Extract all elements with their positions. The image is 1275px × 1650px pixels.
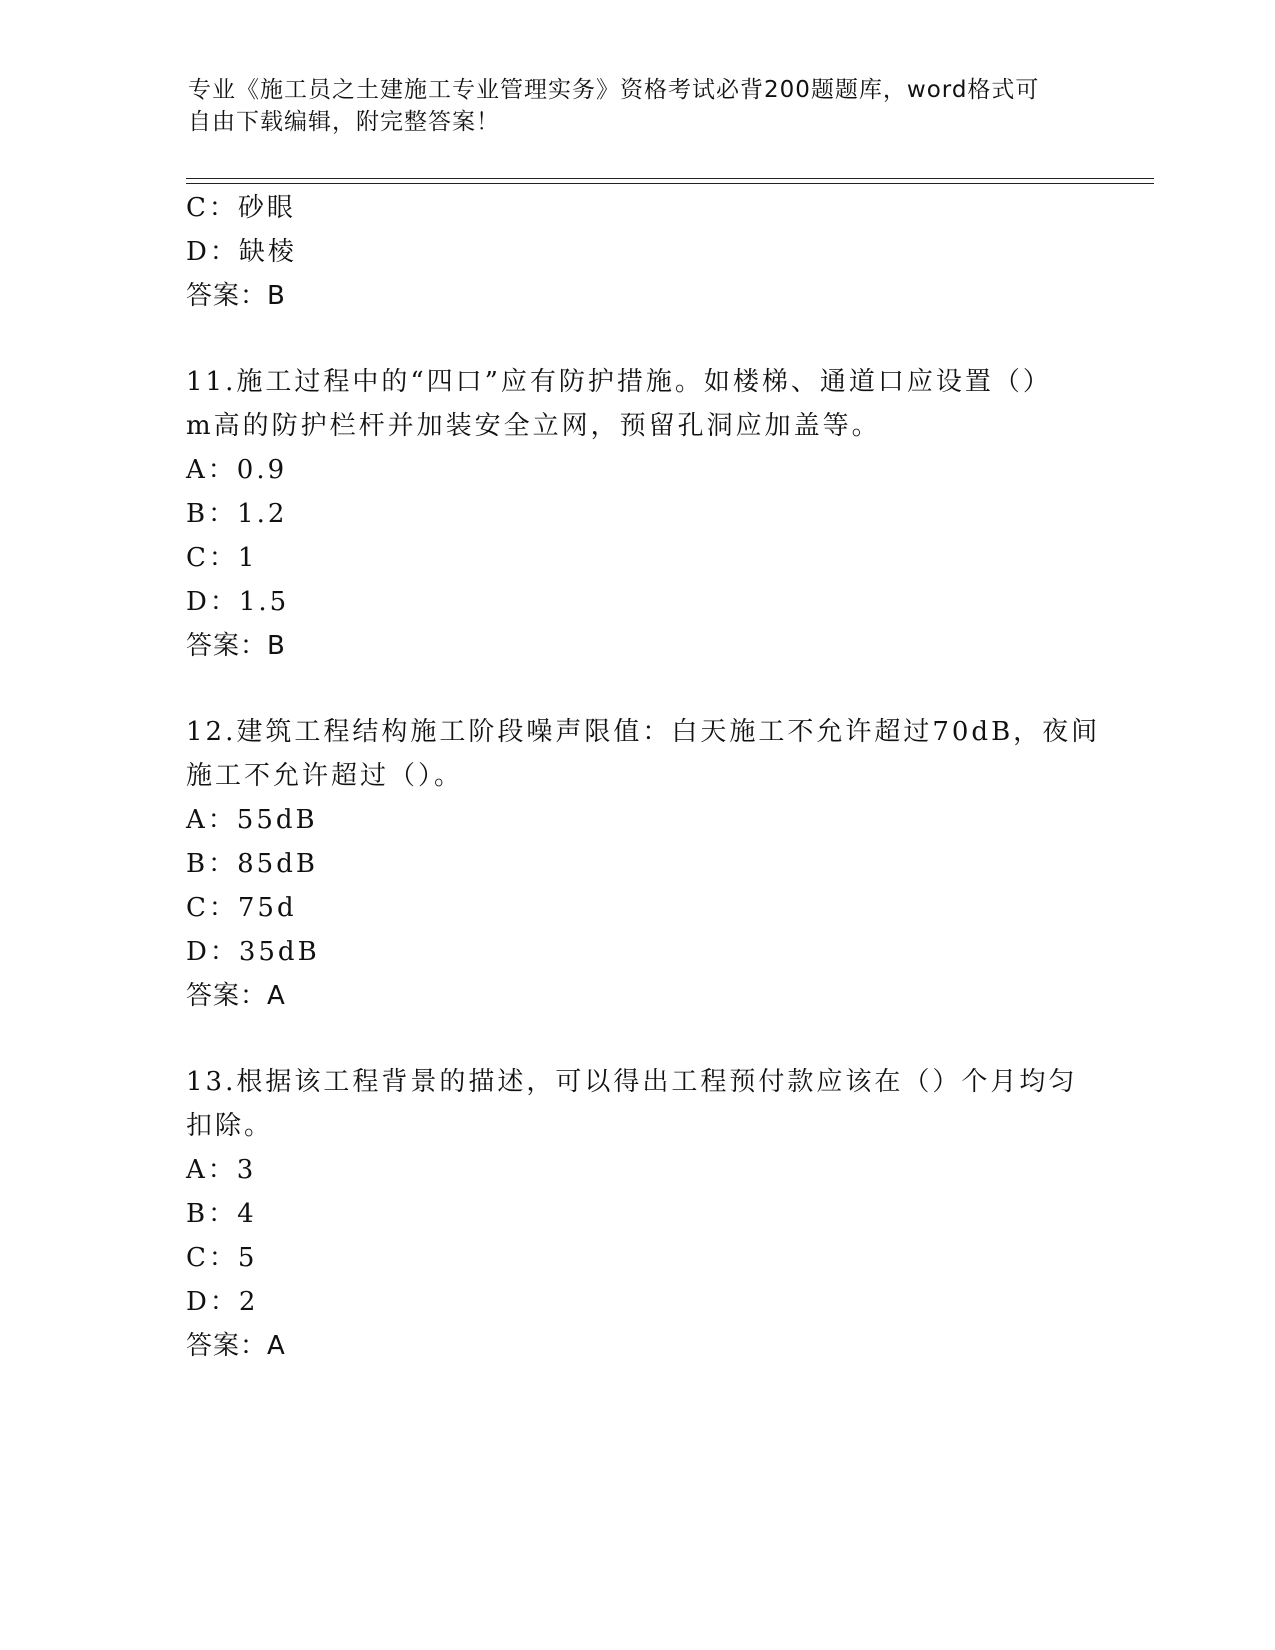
header-line-1: 专业《施工员之土建施工专业管理实务》资格考试必背200题题库，word格式可 — [188, 77, 1040, 103]
q12-option-b: B：85dB — [186, 849, 318, 879]
q11-answer: 答案：B — [186, 631, 286, 661]
q11-option-d: D：1.5 — [186, 587, 290, 617]
q13-option-b: B：4 — [186, 1199, 257, 1229]
q10-option-c: C：砂眼 — [186, 193, 296, 223]
q11-stem-line-2: m高的防护栏杆并加装安全立网，预留孔洞应加盖等。 — [186, 411, 881, 441]
q13-option-d: D：2 — [186, 1287, 259, 1317]
q13-option-c: C：5 — [186, 1243, 258, 1273]
q10-answer: 答案：B — [186, 281, 286, 311]
header-line-2: 自由下载编辑，附完整答案！ — [188, 109, 500, 135]
q12-option-c: C：75d — [186, 893, 297, 923]
header-divider-top — [186, 178, 1154, 179]
q11-stem-line-1: 11.施工过程中的“四口”应有防护措施。如楼梯、通道口应设置（） — [186, 367, 1052, 397]
header-divider-bottom — [186, 183, 1154, 184]
document-header — [188, 74, 1088, 138]
q11-option-a: A：0.9 — [186, 455, 288, 485]
q12-option-d: D：35dB — [186, 937, 320, 967]
q12-stem-line-1: 12.建筑工程结构施工阶段噪声限值：白天施工不允许超过70dB，夜间 — [186, 717, 1101, 747]
q11-option-c: C：1 — [186, 543, 258, 573]
q10-option-d: D：缺棱 — [186, 237, 297, 267]
q13-stem-line-1: 13.根据该工程背景的描述，可以得出工程预付款应该在（）个月均匀 — [186, 1067, 1078, 1097]
q11-option-b: B：1.2 — [186, 499, 288, 529]
q12-stem-line-2: 施工不允许超过（）。 — [186, 761, 464, 791]
q12-answer: 答案：A — [186, 981, 286, 1011]
q13-answer: 答案：A — [186, 1331, 286, 1361]
q12-option-a: A：55dB — [186, 805, 318, 835]
q13-option-a: A：3 — [186, 1155, 257, 1185]
q13-stem-line-2: 扣除。 — [186, 1111, 274, 1141]
